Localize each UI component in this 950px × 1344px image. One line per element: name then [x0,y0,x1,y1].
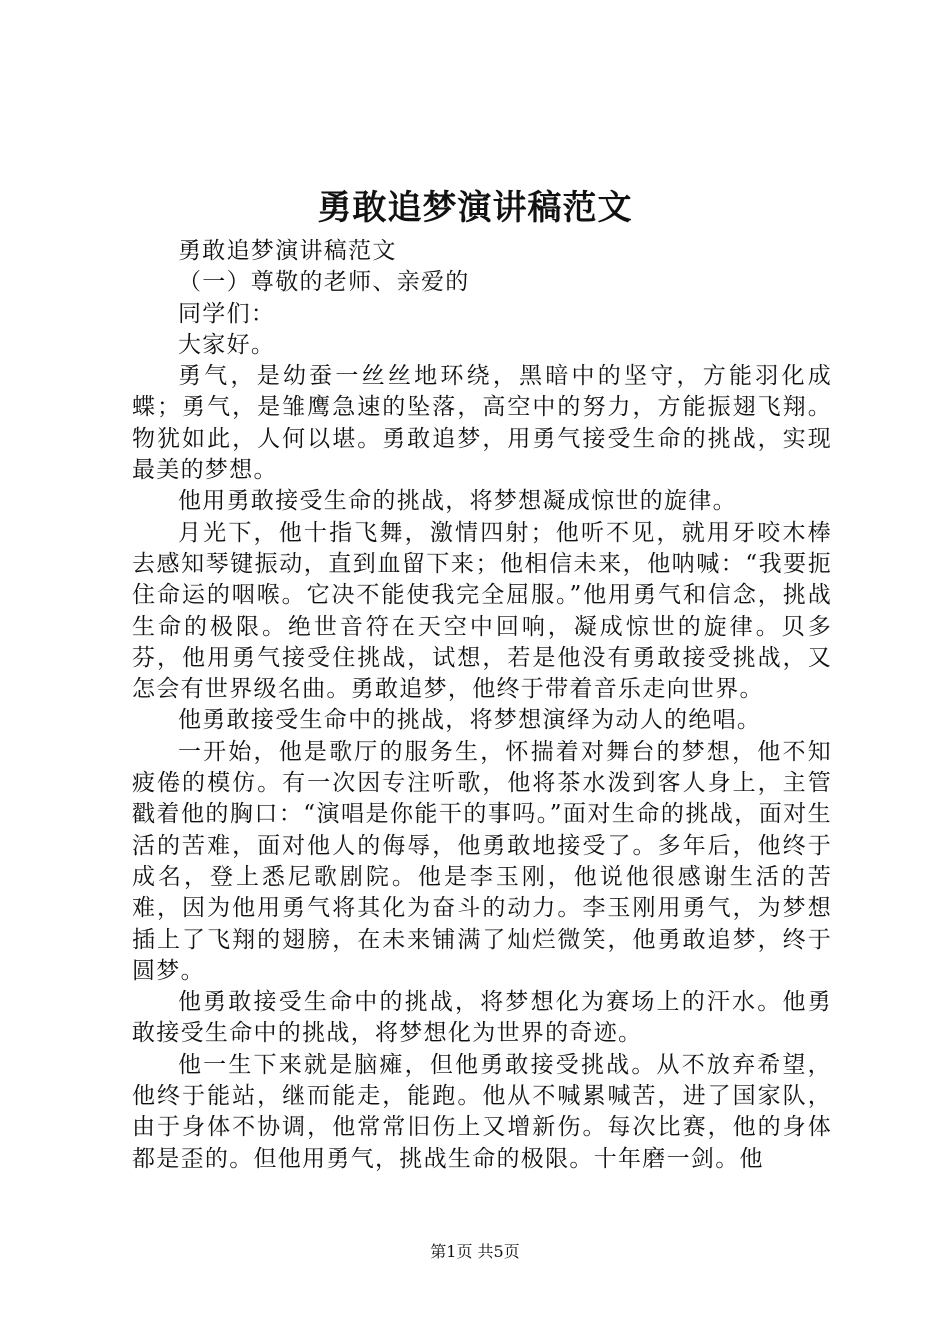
paragraph-liyugang-heading: 他勇敢接受生命中的挑战，将梦想演绎为动人的绝唱。 [178,707,762,734]
document-body [132,236,832,1175]
page-number-footer: 第1页 共5页 [430,1242,520,1261]
paragraph-subtitle: 勇敢追梦演讲稿范文 [178,238,397,264]
paragraph-salutation-2: 同学们： [178,300,276,327]
paragraph-beethoven-heading: 他用勇敢接受生命的挑战，将梦想凝成惊世的旋律。 [178,488,737,515]
paragraph-athlete-heading: 他勇敢接受生命中的挑战，将梦想化为赛场上的汗水。他勇敢接受生命中的挑战，将梦想化为世界的奇迹。 [132,989,832,1047]
document-title: 勇敢追梦演讲稿范文 [317,188,633,228]
paragraph-beethoven: 月光下，他十指飞舞，激情四射；他听不见，就用牙咬木棒去感知琴键振动，直到血留下来；他相信未来，他呐喊：“我要扼住命运的咽喉。它决不能使我完全屈服。”他用勇气和信念，挑战生命的极限。绝世音符在天空中回响，凝成惊世的旋律。贝多芬，他用勇气接受住挑战，试想，若是他没有勇敢接受挑战，又怎会有世界级名曲。勇敢追梦，他终于带着音乐走向世界。 [132,519,832,703]
paragraph-greeting: 大家好。 [178,331,276,358]
paragraph-liyugang: 一开始，他是歌厅的服务生，怀揣着对舞台的梦想，他不知疲倦的模仿。有一次因专注听歌，他将茶水泼到客人身上，主管戳着他的胸口：“演唱是你能干的事吗。”面对生命的挑战，面对生活的苦难，面对他人的侮辱，他勇敢地接受了。多年后，他终于成名，登上悉尼歌剧院。他是李玉刚，他说他很感谢生活的苦难，因为他用勇气将其化为奋斗的动力。李玉刚用勇气，为梦想插上了飞翔的翅膀，在未来铺满了灿烂微笑，他勇敢追梦，终于圆梦。 [132,738,832,984]
paragraph-salutation-1: （一）尊敬的老师、亲爱的 [178,269,470,296]
paragraph-athlete: 他一生下来就是脑瘫，但他勇敢接受挑战。从不放弃希望，他终于能站，继而能走，能跑。他从不喊累喊苦，进了国家队，由于身体不协调，他常常旧伤上又增新伤。每次比赛，他的身体都是歪的。但他用勇气，挑战生命的极限。十年磨一剑。他 [132,1051,832,1172]
paragraph-intro: 勇气，是幼蚕一丝丝地环绕，黑暗中的坚守，方能羽化成蝶；勇气，是雏鹰急速的坠落，高空中的努力，方能振翅飞翔。物犹如此，人何以堪。勇敢追梦，用勇气接受生命的挑战，实现最美的梦想。 [132,363,832,484]
